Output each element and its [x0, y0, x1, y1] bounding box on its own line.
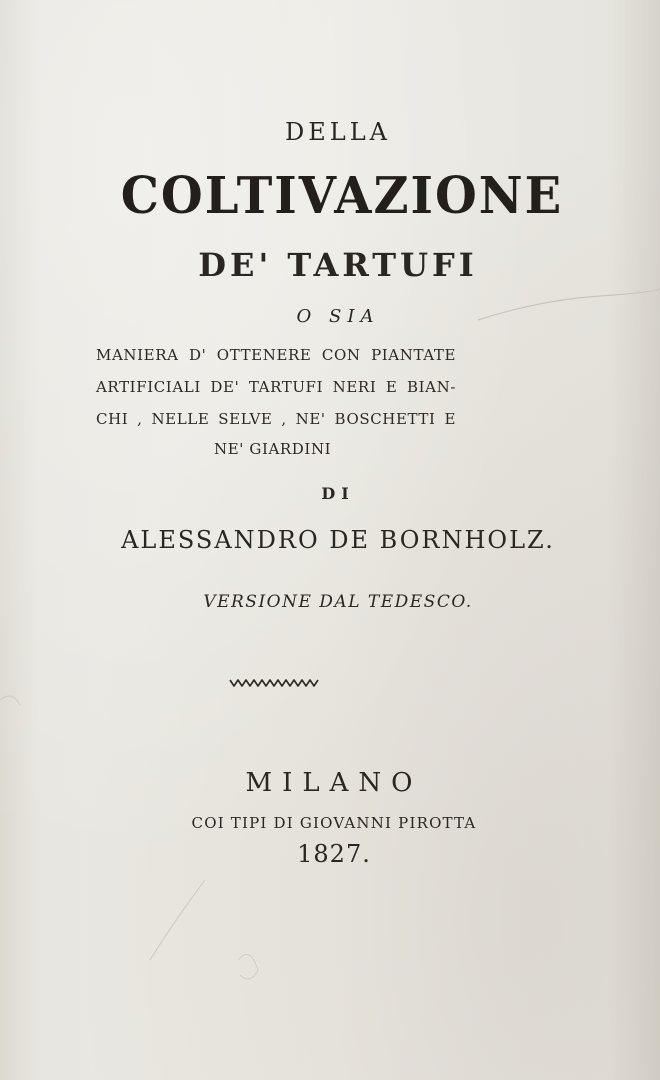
imprint-printer: COI TIPI DI GIOVANNI PIROTTA — [191, 814, 477, 832]
subtitle-line: ARTIFICIALI DE' TARTUFI NERI E BIAN- — [96, 378, 456, 396]
wave-ornament-icon — [228, 676, 320, 690]
translation-note: VERSIONE DAL TEDESCO. — [203, 592, 473, 612]
title-line-della: DELLA — [285, 118, 391, 146]
subtitle-line: CHI , NELLE SELVE , NE' BOSCHETTI E — [96, 410, 456, 428]
title-line-tartufi: DE' TARTUFI — [198, 246, 478, 284]
imprint-year: 1827. — [297, 840, 371, 868]
author-name: ALESSANDRO DE BORNHOLZ. — [121, 526, 555, 554]
title-line-coltivazione: COLTIVAZIONE — [120, 166, 564, 226]
author-preposition: DI — [321, 484, 355, 503]
subtitle-line: NE' GIARDINI — [214, 440, 332, 458]
subtitle-line: MANIERA D' OTTENERE CON PIANTATE — [96, 346, 456, 364]
imprint-city: MILANO — [245, 768, 423, 798]
title-connector: O SIA — [296, 306, 380, 327]
